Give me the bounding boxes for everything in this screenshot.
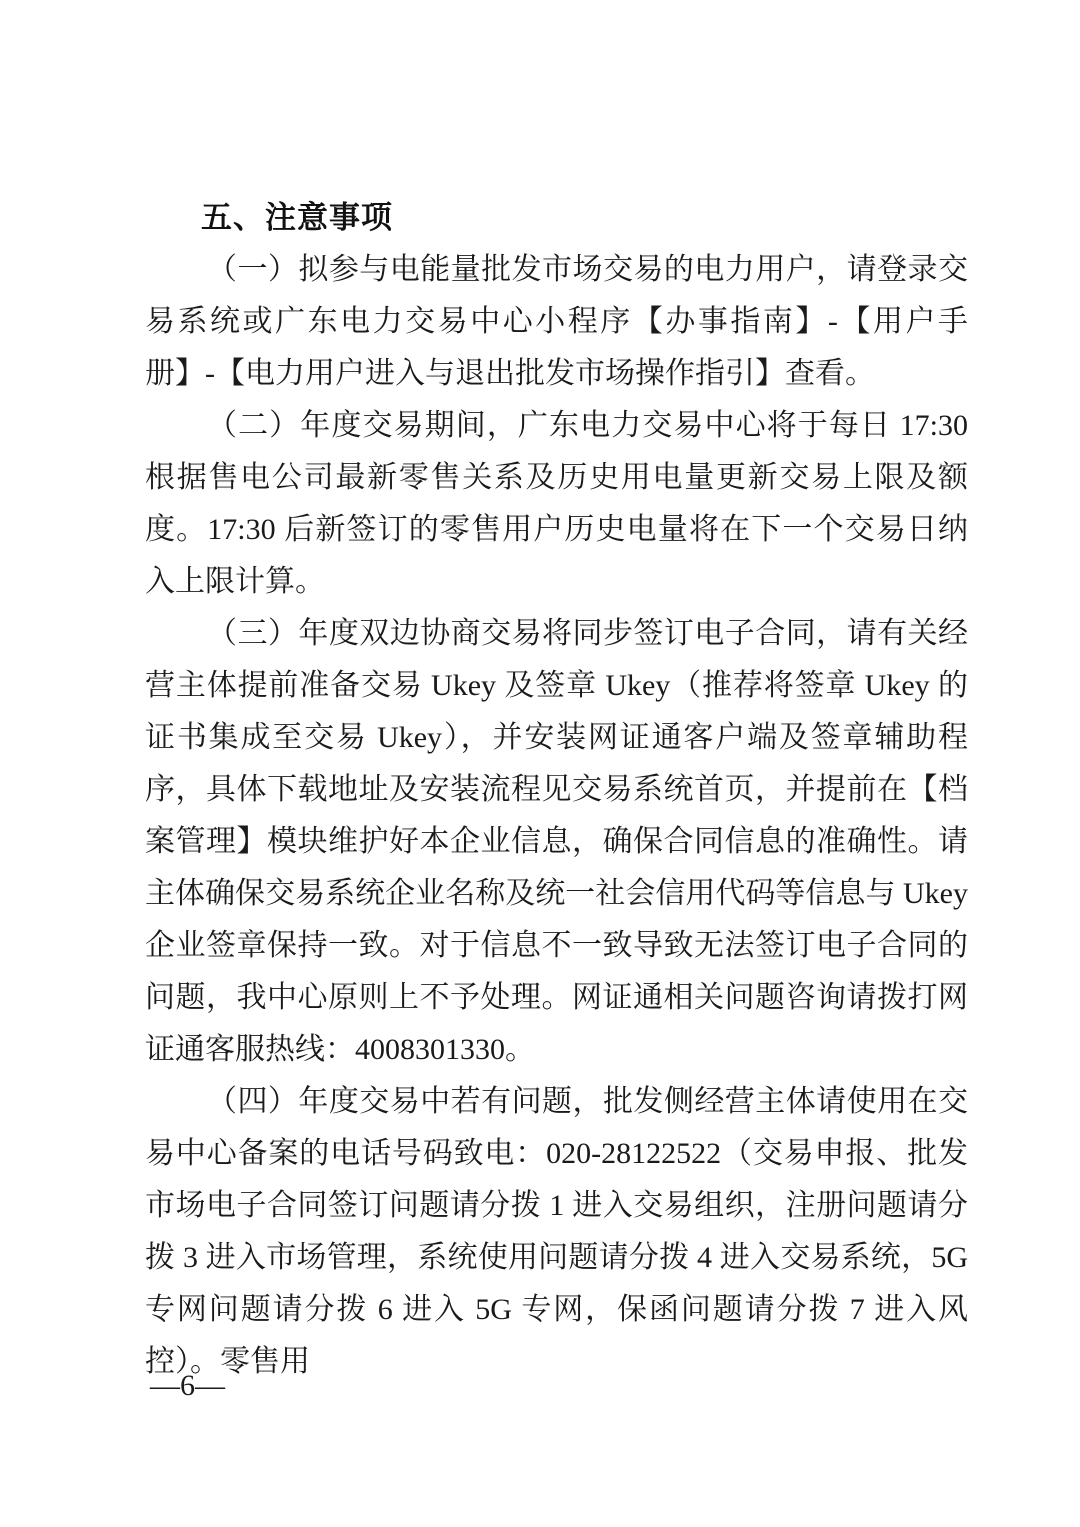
page-number: —6— [150, 1369, 225, 1402]
paragraph-note-1: （一）拟参与电能量批发市场交易的电力用户，请登录交易系统或广东电力交易中心小程序【办事指南】-【用户手册】-【电力用户进入与退出批发市场操作指引】查看。 [145, 253, 968, 390]
paragraph-note-2: （二）年度交易期间，广东电力交易中心将于每日 17:30 根据售电公司最新零售关系及历史用电量更新交易上限及额度。17:30 后新签订的零售用户历史电量将在下一个交易日纳入上限计算。 [145, 409, 968, 598]
paragraph-note-4: （四）年度交易中若有问题，批发侧经营主体请使用在交易中心备案的电话号码致电：020-28122522（交易申报、批发市场电子合同签订问题请分拨 1 进入交易组织，注册问题请分拨 3 进入市场管理，系统使用问题请分拨 4 进入交易系统，5G 专网问题请分拨 6 进入 5G 专网，保函问题请分拨 7 进入风控）。零售用 [145, 1085, 968, 1378]
paragraph-note-3: （三）年度双边协商交易将同步签订电子合同，请有关经营主体提前准备交易 Ukey 及签章 Ukey（推荐将签章 Ukey 的证书集成至交易 Ukey），并安装网证通客户端及签章辅助程序，具体下载地址及安装流程见交易系统首页，并提前在【档案管理】模块维护好本企业信息，确保合同信息的准确性。请主体确保交易系统企业名称及统一社会信用代码等信息与 Ukey 企业签章保持一致。对于信息不一致导致无法签订电子合同的问题，我中心原则上不予处理。网证通相关问题咨询请拨打网证通客服热线：4008301330。 [145, 617, 968, 1066]
section-heading: 五、注意事项 [201, 200, 393, 235]
document-body [145, 192, 968, 1388]
